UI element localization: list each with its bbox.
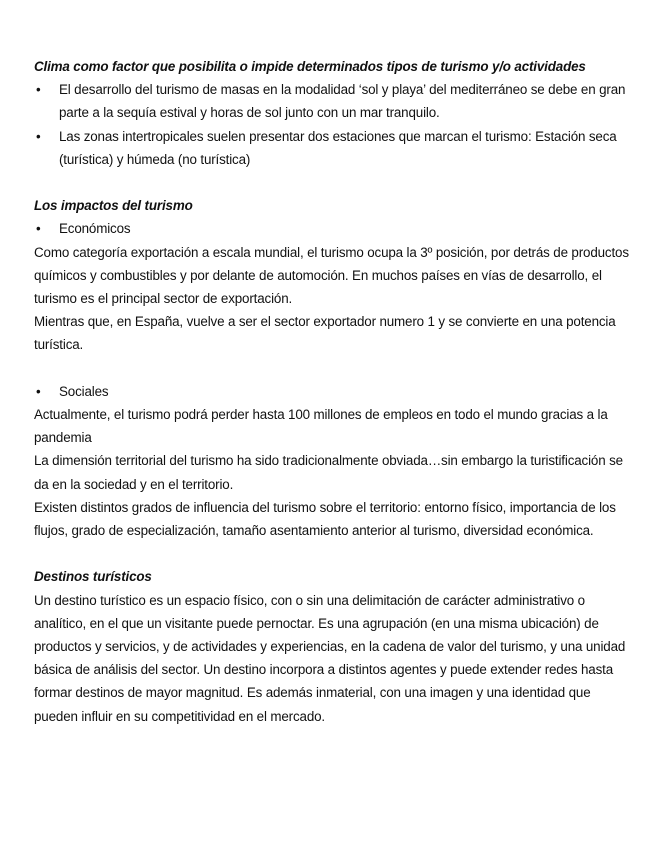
bullet-text: Las zonas intertropicales suelen presentar dos estaciones que marcan el turismo: Estación seca (turística) y húmeda (no turística) — [59, 128, 617, 167]
paragraph: Actualmente, el turismo podrá perder hasta 100 millones de empleos en todo el mundo gracias a la pandemia — [34, 407, 608, 446]
bullet-list-clima — [34, 78, 634, 171]
paragraph: Existen distintos grados de influencia del turismo sobre el territorio: entorno físico, importancia de los flujos, grado de especialización, tamaño asentamiento anterior al turismo, diversidad económica. — [34, 499, 616, 539]
bullet-item — [34, 125, 634, 171]
paragraph: Un destino turístico es un espacio físico, con o sin una delimitación de carácter administrativo o analítico, en el que un visitante puede pernoctar. Es una agrupación (en una misma ubicación) de productos y servicios, y de actividades y experiencias, en la cadena de valor del turismo, y una unidad básica de análisis del sector. Un destino incorpora a distintos agentes y puede extender redes hasta formar destinos de mayor magnitud. Es además inmaterial, con una imagen y una identidad que pueden influir en su competitividad en el mercado. — [34, 592, 626, 724]
section-destinos — [34, 565, 634, 727]
bullet-icon: • — [36, 221, 41, 237]
bullet-list-sociales — [34, 380, 634, 403]
section-impactos — [34, 194, 634, 542]
bullet-icon: • — [36, 128, 41, 144]
section-heading-clima: Clima como factor que posibilita o impide determinados tipos de turismo y/o actividades — [34, 59, 586, 74]
spacer — [34, 357, 634, 380]
spacer — [34, 171, 634, 194]
bullet-icon: • — [36, 383, 41, 399]
section-clima — [34, 55, 634, 171]
bullet-text: Económicos — [59, 221, 131, 237]
bullet-text: Sociales — [59, 383, 109, 399]
bullet-text: El desarrollo del turismo de masas en la modalidad ‘sol y playa’ del mediterráneo se debe en gran parte a la sequía estival y horas de sol junto con un mar tranquilo. — [59, 82, 626, 121]
spacer — [34, 542, 634, 565]
paragraph: La dimensión territorial del turismo ha sido tradicionalmente obviada…sin embargo la turistificación se da en la sociedad y en el territorio. — [34, 453, 623, 492]
document-body — [34, 55, 634, 728]
bullet-item — [34, 78, 634, 124]
section-heading-impactos: Los impactos del turismo — [34, 198, 193, 214]
bullet-item — [34, 217, 634, 240]
paragraph: Mientras que, en España, vuelve a ser el sector exportador numero 1 y se convierte en una potencia turística. — [34, 314, 616, 353]
section-heading-destinos: Destinos turísticos — [34, 569, 152, 585]
bullet-item — [34, 380, 634, 403]
paragraph: Como categoría exportación a escala mundial, el turismo ocupa la 3º posición, por detrás de productos químicos y combustibles y por delante de automoción. En muchos países en vías de desarrollo, el turismo es el principal sector de exportación. — [34, 244, 629, 307]
bullet-icon: • — [36, 82, 41, 98]
bullet-list-economicos — [34, 217, 634, 240]
